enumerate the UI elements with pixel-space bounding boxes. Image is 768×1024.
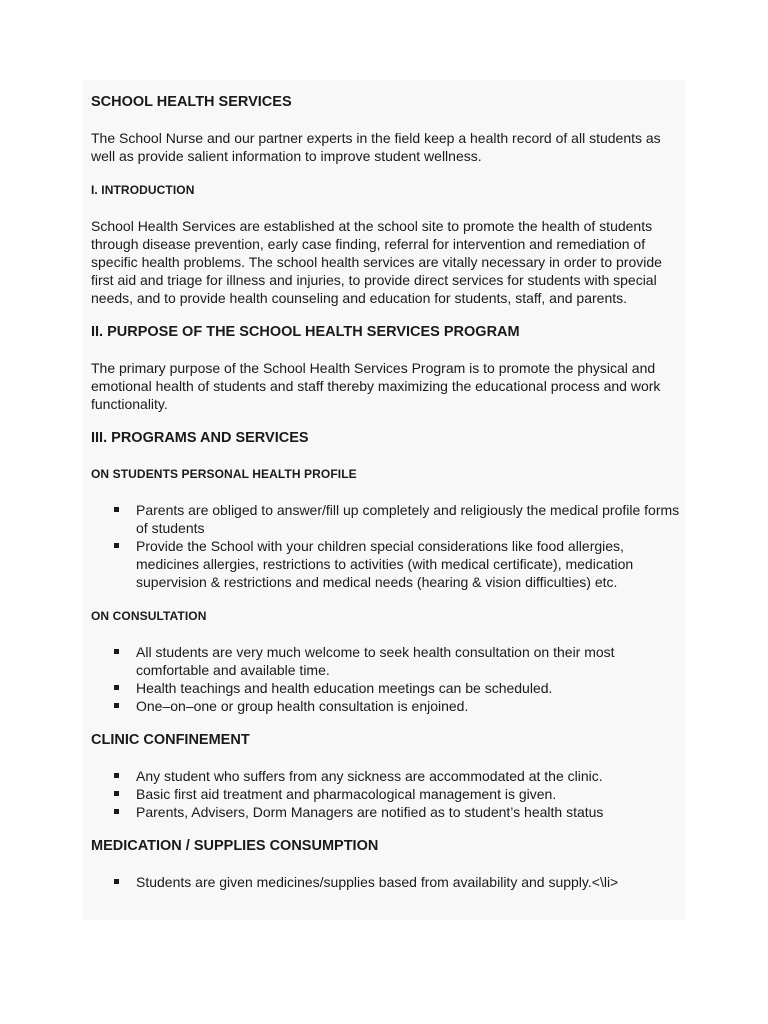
consultation-heading: ON CONSULTATION xyxy=(91,609,207,623)
document-content xyxy=(91,93,681,907)
consultation-list xyxy=(91,643,681,715)
medication-heading: MEDICATION / SUPPLIES CONSUMPTION xyxy=(91,838,379,854)
purpose-paragraph: The primary purpose of the School Health Services Program is to promote the physical and emotional health of students and staff thereby maximizing the educational process and work functionality. xyxy=(91,360,661,412)
purpose-heading: II. PURPOSE OF THE SCHOOL HEALTH SERVICES PROGRAM xyxy=(91,324,520,340)
health-profile-heading: ON STUDENTS PERSONAL HEALTH PROFILE xyxy=(91,467,357,481)
introduction-heading: I. INTRODUCTION xyxy=(91,183,195,197)
list-item: One–on–one or group health consultation is enjoined. xyxy=(91,697,681,715)
clinic-confinement-list xyxy=(91,767,681,821)
list-item: Provide the School with your children special considerations like food allergies, medicines allergies, restrictions to activities (with medical certificate), medication supervision & restrictions and medical needs (hearing & vision difficulties) etc. xyxy=(91,537,681,591)
list-item: All students are very much welcome to seek health consultation on their most comfortable and available time. xyxy=(91,643,681,679)
list-item: Parents, Advisers, Dorm Managers are notified as to student’s health status xyxy=(91,803,681,821)
introduction-paragraph: School Health Services are established at the school site to promote the health of students through disease prevention, early case finding, referral for intervention and remediation of specific health problems. The school health services are vitally necessary in order to provide first aid and triage for illness and injuries, to provide direct services for students with special needs, and to provide health counseling and education for students, staff, and parents. xyxy=(91,218,662,306)
medication-list xyxy=(91,873,681,891)
clinic-confinement-heading: CLINIC CONFINEMENT xyxy=(91,732,250,748)
list-item: Parents are obliged to answer/fill up completely and religiously the medical profile forms of students xyxy=(91,501,681,537)
intro-paragraph: The School Nurse and our partner experts in the field keep a health record of all students as well as provide salient information to improve student wellness. xyxy=(91,130,661,164)
programs-heading: III. PROGRAMS AND SERVICES xyxy=(91,430,309,446)
page-title: SCHOOL HEALTH SERVICES xyxy=(91,94,292,110)
health-profile-list xyxy=(91,501,681,591)
list-item: Students are given medicines/supplies based from availability and supply.<\li> xyxy=(91,873,681,891)
list-item: Health teachings and health education meetings can be scheduled. xyxy=(91,679,681,697)
list-item: Any student who suffers from any sickness are accommodated at the clinic. xyxy=(91,767,681,785)
list-item: Basic first aid treatment and pharmacological management is given. xyxy=(91,785,681,803)
